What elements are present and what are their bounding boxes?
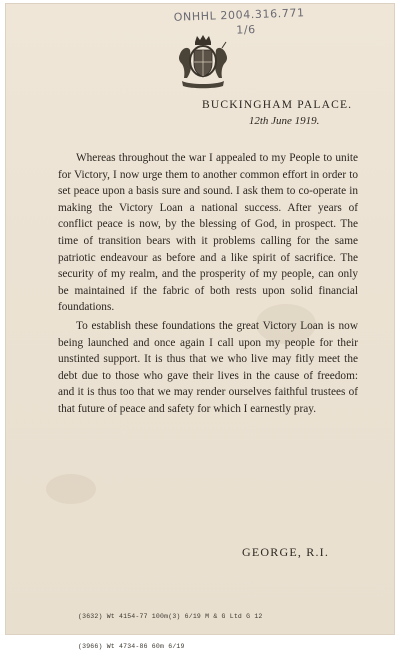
royal-signature: GEORGE, R.I. [242, 545, 330, 559]
letterhead-place: BUCKINGHAM PALACE. [202, 99, 353, 111]
letterhead-address [202, 97, 352, 129]
printer-imprint-line-2: (3966) Wt 4734-86 60m 6/19 [78, 643, 185, 650]
printer-imprint-line-1: (3632) Wt 4154-77 100m(3) 6/19 M & G Ltd G 12 [78, 613, 263, 620]
letter-date: 12th June 1919. [248, 115, 320, 127]
archive-accession-number: ONHHL 2004.316.771 [173, 6, 305, 24]
letter-paragraph-2: To establish these foundations the great Victory Loan is now being launched and once again I call upon my people for their unstinted support. It is thus that we who live may fitly meet the debt due to those who gave their lives in the cause of freedom: and it is thus too that we may render ourselves faithful trustees of that future of peace and safety for which I earnestly pray. [58, 319, 358, 415]
letter-page [6, 4, 394, 650]
letter-paragraph-1: Whereas throughout the war I appealed to my People to unite for Victory, I now urge them to another common effort in order to set peace upon a basis sure and sound. I ask them to co-operate in making the Victory Loan a national success. After years of conflict peace is now, by the blessing of God, in prospect. The time of transition bears with it problems calling for the same patriotic endeavour as before and a like spirit of sacrifice. The security of my realm, and the prosperity of my people, can only be maintained if the fabric of both rests upon solid financial foundations. [58, 152, 358, 314]
letter-body [58, 150, 358, 418]
archive-price-mark: 1/6 [236, 22, 257, 37]
paper-stain [46, 474, 96, 504]
royal-coat-of-arms-icon [176, 34, 230, 90]
printer-imprint [78, 592, 263, 672]
